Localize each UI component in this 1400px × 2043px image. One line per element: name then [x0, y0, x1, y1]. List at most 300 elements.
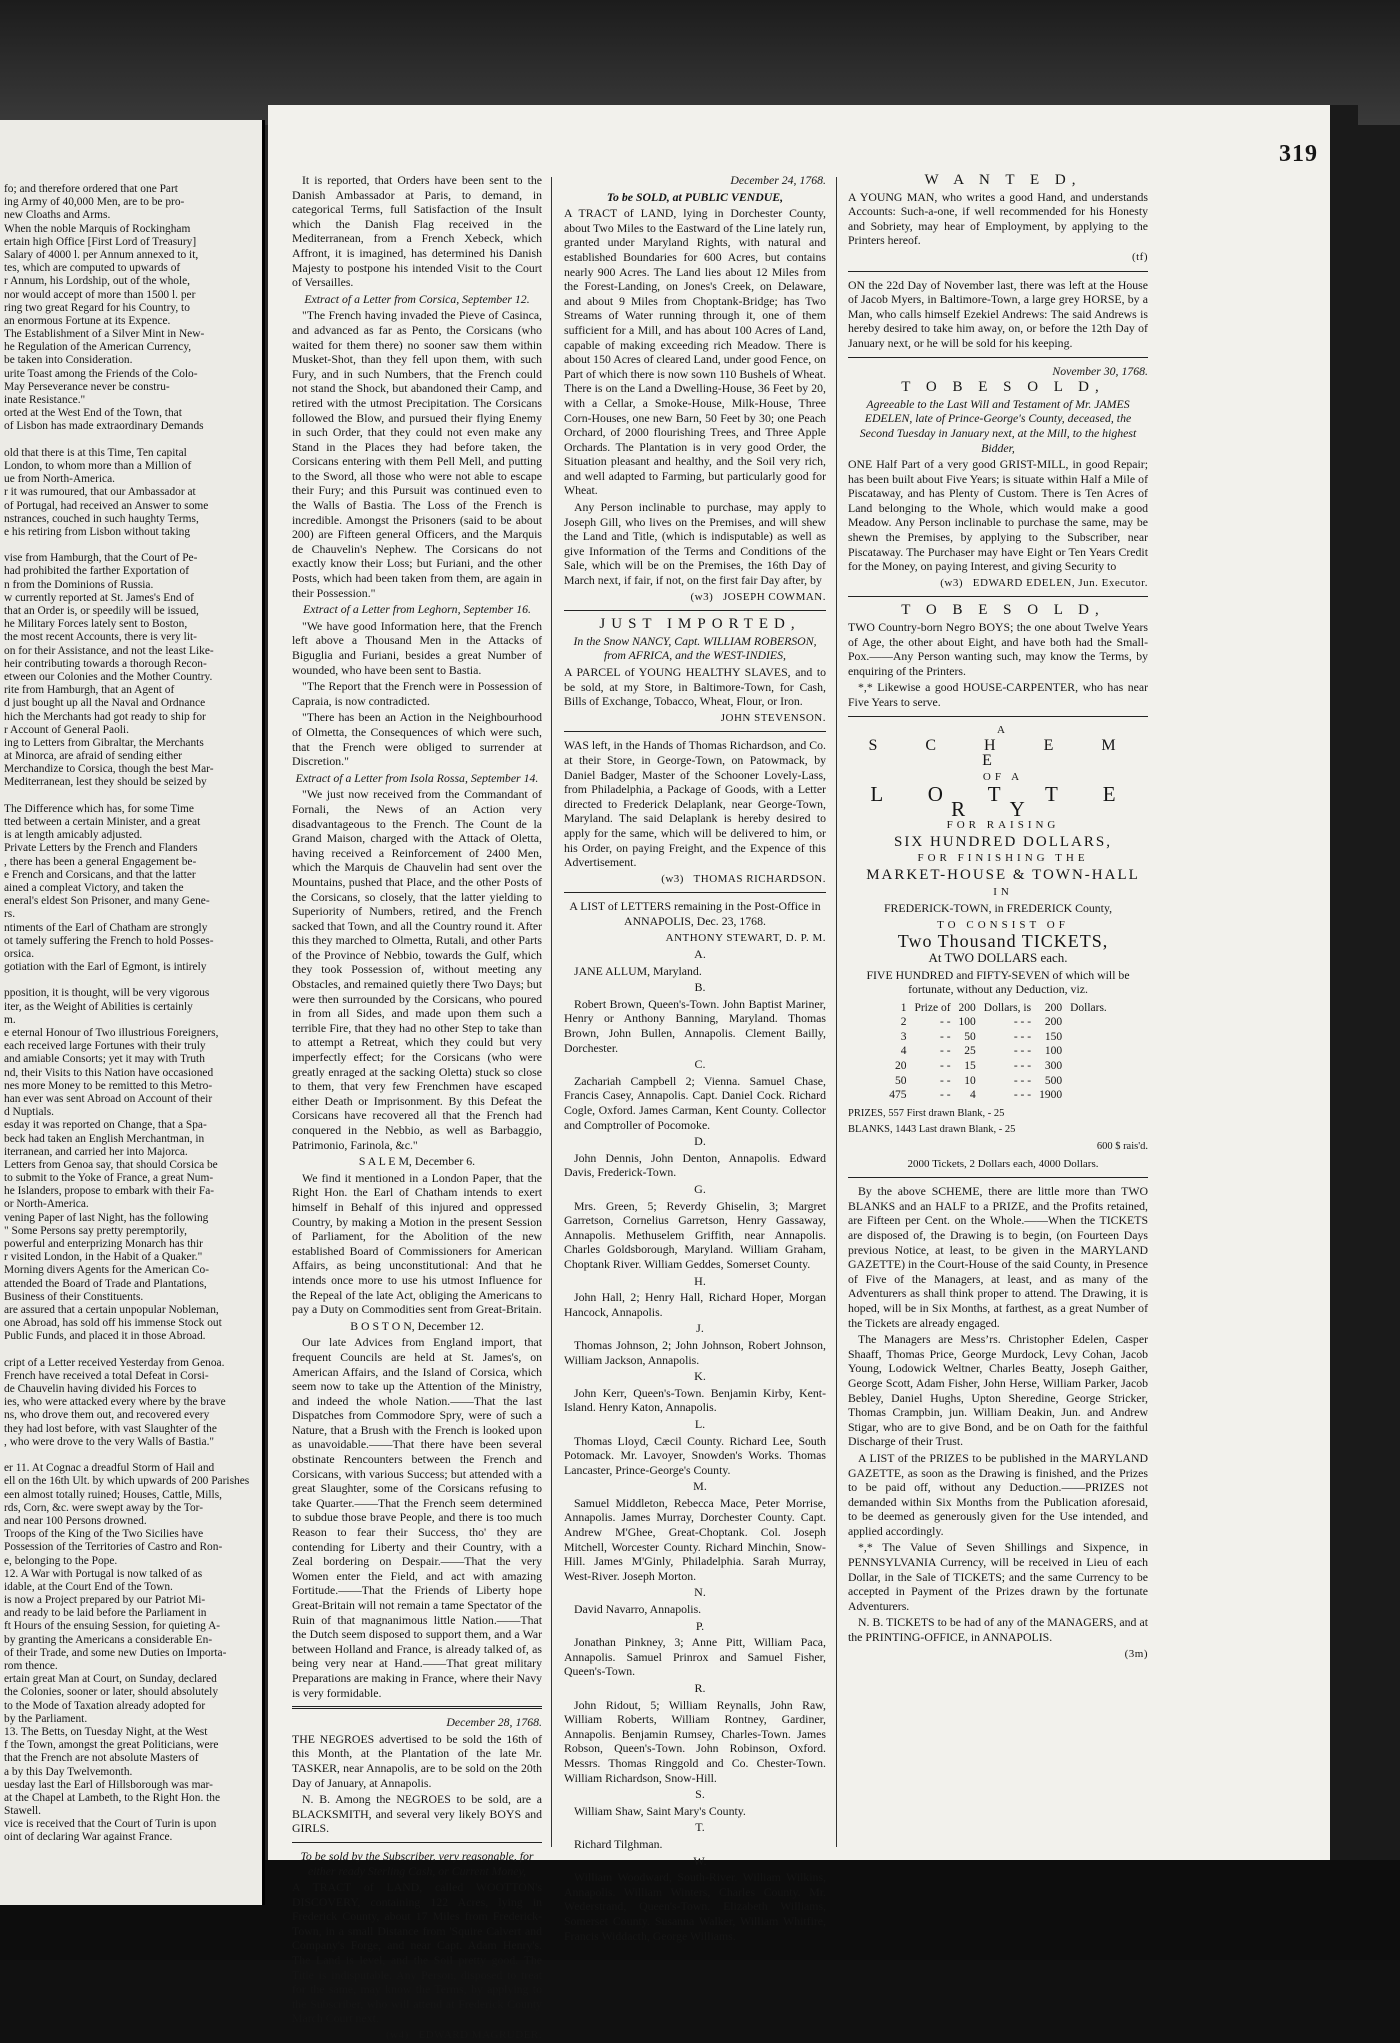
- ad-grey-horse: ON the 22d Day of November last, there was left at the House of Jacob Myers, in Baltimore-Town, a large grey HORSE, by a Man, who calls himself Ezekiel Andrews: The said Andrews is hereby desired to take him away, on, or before the 12th Day of January next, or he will be sold for his keeping.: [848, 277, 1148, 350]
- left-page-line: attended the Board of Trade and Plantations,: [4, 1277, 207, 1290]
- letters-group-names: John Kerr, Queen's-Town. Benjamin Kirby, Kent-Island. Henry Katon, Annapolis.: [564, 1385, 826, 1415]
- ad-code: (w3): [690, 590, 714, 603]
- letters-group-names: David Navarro, Annapolis.: [574, 1602, 702, 1617]
- extract-heading-isola-rossa: Extract of a Letter from Isola Rossa, September 14.: [295, 770, 539, 785]
- prize-row: [885, 1015, 1111, 1030]
- lottery-terms: By the above SCHEME, there are little more than TWO BLANKS and an HALF to a PRIZE, and the Profits retained, are Fifteen per Cent. on the Whole.——When the TICKETS are disposed of, the Drawing is to begin, (on Fourteen Days previous Notice, at least, to be given in the MARYLAND GAZETTE) in the Court-House of the said County, in Presence of Five of the Managers, at least, and as many of the Adventurers as shall think proper to attend. The Drawing, it is hoped, will be in Six Months, at farthest, as a great Number of the Tickets are already engaged.: [848, 1184, 1148, 1330]
- letters-group-letter: S.: [695, 1787, 705, 1802]
- prize-cell-unit: - - -: [1013, 1030, 1032, 1043]
- lottery-currency: *,* The Value of Seven Shillings and Sixpence, in PENNSYLVANIA Currency, will be received in Lieu of each Dollar, in the Sale of TICKETS; and the same Currency to be accepted in Payment of the Prizes drawn by the fortunate Adventurers.: [848, 1540, 1148, 1613]
- letters-group-names: Zachariah Campbell 2; Vienna. Samuel Chase, Francis Casey, Annapolis. Capt. Daniel Cock. Richard Cogle, Oxford. James Carman, Kent County. Collector and Comptroller of Pocomoke.: [564, 1073, 826, 1132]
- left-page-line: hich the Merchants had got ready to ship for: [4, 710, 206, 723]
- left-page-line: r Annum, his Lordship, out of the whole,: [4, 275, 191, 288]
- letters-group-names: Mrs. Green, 5; Reverdy Ghiselin, 3; Margret Garretson, Cornelius Garretson, Henry Gassaway, Annapolis. Methuselem Griffith, near Annapolis. Charles Goldsborough, Maryland. William Graham, Choptank River. William Geddes, Somerset County.: [564, 1198, 826, 1271]
- letters-group-names: Samuel Middleton, Rebecca Mace, Peter Morrise, Annapolis. James Murray, Dorchester County. Capt. Andrew M'Ghee, Great-Choptank. Col. Joseph Mitchell, Worcester County. Richard Minchin, Snow-Hill. James M'Ginly, Philadelphia. Sarah Murray, West-River. Joseph Morton.: [564, 1495, 826, 1583]
- ad-rule: [848, 357, 1148, 358]
- lottery-location: FREDERICK-TOWN, in FREDERICK County,: [883, 901, 1113, 916]
- prize-row: [885, 1074, 1111, 1089]
- ad-woottons-discovery: A TRACT of LAND, called WOOTTON's DISCOVERY, containing 122 Acres, lying in Frederick County, about 17 Miles from Frederick-Town, in a small Distance from 'Squire Calvert and Company's Forge, and near Capt. Adam Henry's. The Land is level, and the Soil pretty good. The Title is indisputable. Any Person, disposed to treat for the same, may know the Terms, by applying to the Subscriber, who will attend at Frederick County March Court next.: [292, 1880, 542, 2026]
- left-page-line: e eternal Honour of Two illustrious Foreigners,: [4, 1027, 219, 1039]
- left-page-line: and amiable Consorts; yet it may with Truth: [4, 1053, 205, 1066]
- left-page-line: rds, Corn, &c. were swept away by the Tor-: [4, 1501, 203, 1514]
- ad-slaves-parcel: A PARCEL of YOUNG HEALTHY SLAVES, and to be sold, at my Store, in Baltimore-Town, for Cash, Bills of Exchange, Tobacco, Wheat, Flour, or Iron.: [564, 665, 826, 709]
- left-page-line: vening Paper of last Night, has the following: [4, 1211, 209, 1224]
- ad-rule: [564, 731, 826, 732]
- left-page-line: urite Toast among the Friends of the Colo-: [4, 367, 198, 380]
- left-page-line: uesday last the Earl of Hillsborough was mar-: [4, 1778, 213, 1791]
- left-page-line: eneral's eldest Son Prisoner, and many Gene-: [4, 895, 210, 908]
- left-page-line: [4, 1343, 258, 1356]
- left-page-line: of Lisbon has made extraordinary Demands: [4, 420, 204, 433]
- ad-to-be-sold-heading: T O B E S O L D,: [901, 379, 1105, 396]
- left-page-line: new Cloaths and Arms.: [4, 209, 111, 222]
- left-page-line: ring two great Regard for his Country, to: [4, 301, 190, 314]
- section-rule: [292, 1706, 542, 1709]
- prize-cell-value: 100: [958, 1016, 976, 1029]
- ad-signature-edelen: [848, 576, 1148, 591]
- ad-signature-stevenson: JOHN STEVENSON.: [720, 711, 826, 724]
- ad-rule: [848, 716, 1148, 717]
- lottery-for-raising: FOR RAISING: [946, 819, 1060, 832]
- left-page-line: they had lost before, with vast Slaughter of the: [4, 1422, 217, 1435]
- prize-cell-tunit: [1066, 1015, 1111, 1030]
- prize-cell-total: 200: [1044, 1016, 1063, 1029]
- left-page-line: by granting the Americans a considerable En-: [4, 1633, 213, 1646]
- dateline-salem: S A L E M, December 6.: [358, 1154, 476, 1169]
- prize-cell-count: 2: [900, 1016, 907, 1029]
- left-page-line: een almost totally ruined; Houses, Cattle, Mills,: [4, 1488, 222, 1501]
- left-page-line: d Nuptials.: [4, 1106, 54, 1119]
- column-3: [848, 173, 1148, 1855]
- left-page-line: ft Hours of the ensuing Session, for quieting A-: [4, 1620, 221, 1633]
- prize-cell-label: - -: [939, 1060, 951, 1073]
- prize-cell-tunit: [1066, 1074, 1111, 1089]
- letters-group-names: William Woodward, South-River. William Wilkins, Annapolis. William Winters, Charles County. Mr. Wederstrand, Queen's-Town. Elizabeth Williams, Somerset County. Susanna Walker, William Whitfire, Francis Widdacth, George Williams.: [564, 1870, 826, 1943]
- left-page-line: d just bought up all the Naval and Ordnance: [4, 697, 206, 710]
- left-page-line: are assured that a certain unpopular Nobleman,: [4, 1303, 219, 1316]
- prize-cell-label: - -: [939, 1074, 951, 1087]
- prize-cell-count: 50: [894, 1074, 907, 1087]
- article-leghorn-3: "There has been an Action in the Neighbourhood of Olmetta, the Consequences of which were such, that the French were obliged to surrender at Discretion.": [292, 710, 542, 769]
- letters-group-letter: K.: [694, 1369, 706, 1384]
- ad-dorchester-terms: Any Person inclinable to purchase, may apply to Joseph Gill, who lives on the Premises, and will shew the Land and Title, (which is indisputable) as well as give Information of the Terms and Conditions of the Sale, which will be on the Premises, the 16th Day of March next, if fair, if not, on the first fair Day after, by: [564, 500, 826, 588]
- page-number: 319: [1279, 141, 1318, 167]
- letters-group-names: William Shaw, Saint Mary's County.: [574, 1803, 746, 1818]
- column-1: [292, 173, 542, 2042]
- left-page-line: rs.: [4, 908, 16, 921]
- left-page-line: a by this Day Twelvemonth.: [4, 1765, 133, 1778]
- left-page-line: r it was rumoured, that our Ambassador at: [4, 486, 196, 499]
- main-newspaper-page: [268, 105, 1358, 2042]
- lottery-scheme-title: S C H E M E: [868, 737, 1138, 769]
- left-newspaper-page: [0, 120, 265, 1905]
- left-page-line: to submit to the Yoke of France, a great Num-: [4, 1172, 214, 1185]
- left-page-line: [4, 538, 258, 551]
- ad-date-dec-28: December 28, 1768.: [446, 1715, 542, 1730]
- left-page-line: r visited London, in the Habit of a Quaker.": [4, 1251, 203, 1264]
- left-page-line: London, to whom more than a Million of: [4, 459, 192, 472]
- letters-group-letter: G.: [694, 1182, 706, 1196]
- prize-cell-unit: Dollars, is: [983, 1001, 1032, 1014]
- lottery-purpose: MARKET-HOUSE & TOWN-HALL: [866, 866, 1140, 883]
- left-page-line: cript of a Letter received Yesterday from Genoa.: [4, 1356, 225, 1369]
- left-page-line: orsica.: [4, 947, 35, 960]
- left-page-line: w currently reported at St. James's End of: [4, 591, 194, 604]
- left-page-line: of their Trade, and some new Duties on Importa-: [4, 1646, 227, 1659]
- prize-cell-value: 15: [964, 1060, 976, 1073]
- left-page-line: [4, 433, 258, 446]
- extract-heading-corsica: Extract of a Letter from Corsica, September 12.: [304, 291, 530, 306]
- prize-cell-count: 1: [900, 1001, 907, 1014]
- letters-group-names: Thomas Lloyd, Cæcil County. Richard Lee, South Potomack. Mr. Lavoyer, Snowden's Works. Thomas Lancaster, Prince-George's County.: [564, 1433, 826, 1477]
- letters-group-letter: R.: [694, 1681, 706, 1695]
- letters-group-names: Thomas Johnson, 2; John Johnson, Robert Johnson, William Jackson, Annapolis.: [564, 1337, 826, 1367]
- article-leghorn-2: "The Report that the French were in Possession of Capraia, is now contradicted.: [292, 679, 542, 708]
- prize-cell-unit: - - -: [1013, 1089, 1032, 1102]
- left-page-line: fo; and therefore ordered that one Part: [4, 183, 178, 195]
- ad-signer: EDWARD MAGRUDER.: [418, 2029, 542, 2042]
- left-page-line: nor would accept of more than 1500 l. per: [4, 288, 196, 301]
- left-page-line: han ever was sent Abroad on Account of their: [4, 1092, 213, 1105]
- prize-cell-count: 4: [900, 1045, 907, 1058]
- prize-row: [885, 1001, 1111, 1016]
- left-page-line: vice is received that the Court of Turin is upon: [4, 1818, 217, 1831]
- prize-cell-unit: - - -: [1013, 1045, 1032, 1058]
- prize-row: [885, 1030, 1111, 1045]
- left-page-line: e, belonging to the Pope.: [4, 1554, 118, 1567]
- left-page-line: is at length amicably adjusted.: [4, 829, 143, 842]
- left-page-line: iterranean, and carried her into Majorca.: [4, 1145, 188, 1158]
- article-isola-rossa: "We just now received from the Commandant of Fornali, the News of an Action very disadvantageous to the French. The Count de la Grand Maison, charged with the Attack of Oletta, having received a Reinforcement of 2400 Men, which the Marquis de Chauvelin had sent over the Mountains, pushed that Place, and the other Posts of the Corsicans, so closely, that the latter yielding to Superiority of Numbers, retired, and the French sacked that Town, and all the Country round it. After this they marched to Olmetta, Rutali, and other Parts of the Province of Nebbio, towards the Gulf, which they took Possession of, without meeting any Obstacles, and remained quietly there Two Days; but were then surrounded by the Corsicans, who poured in from all Sides, and made upon them such a terrible Fire, that they had no other Step to take than to attempt a Retreat, which they could but very imperfectly effect; for the Corsicans (who were greatly enraged at the sacking Oletta) stuck so close to them, that very few Frenchmen have escaped either Death or Imprisonment. By this Defeat the Corsicans have recovered all that the French had conquered in the Nebbio, as well as Barbaggio, Patrimonio, Farinola, &c.": [292, 787, 542, 1152]
- letters-group-names: Jonathan Pinkney, 3; Anne Pitt, William Paca, Annapolis. Samuel Prinrox and Samuel Fisher, Queen's-Town.: [564, 1635, 826, 1679]
- left-page-line: e his retiring from Lisbon without taking: [4, 525, 191, 538]
- prize-cell-total: 150: [1044, 1030, 1063, 1043]
- left-page-line: r Account of General Paoli.: [4, 723, 129, 736]
- left-page-line: ell on the 16th Ult. by which upwards of 200 Parishes: [4, 1475, 250, 1488]
- prize-cell-tunit: [1066, 1044, 1111, 1059]
- left-page-line: When the noble Marquis of Rockingham: [4, 222, 191, 235]
- letters-list-postmaster: ANTHONY STEWART, D. P. M.: [665, 931, 826, 944]
- left-page-line: The Difference which has, for some Time: [4, 802, 194, 815]
- letters-group-letter: A.: [694, 947, 706, 962]
- letters-group-letter: P.: [695, 1618, 705, 1633]
- column-rule: [836, 177, 837, 1847]
- left-page-line: and near 100 Persons drowned.: [4, 1514, 147, 1527]
- left-page-line: [4, 789, 258, 802]
- left-page-line: is now a Project prepared by our Patriot Mi-: [4, 1594, 206, 1607]
- left-page-line: 13. The Betts, on Tuesday Night, at the West: [4, 1725, 208, 1738]
- lottery-amount: SIX HUNDRED DOLLARS,: [894, 833, 1112, 850]
- prize-cell-total: 300: [1044, 1060, 1063, 1073]
- left-page-line: rite from Hamburgh, that an Agent of: [4, 684, 175, 697]
- left-page-line: Possession of the Territories of Castro and Ron-: [4, 1541, 223, 1554]
- left-page-line: nes more Money to be remitted to this Metro-: [4, 1079, 213, 1092]
- left-page-line: gotiation with the Earl of Egmont, is intirely: [4, 961, 207, 974]
- left-page-line: The Establishment of a Silver Mint in New-: [4, 328, 205, 341]
- left-page-line: nd, their Visits to this Nation have occasioned: [4, 1066, 214, 1079]
- ad-code: (w4): [385, 2029, 409, 2042]
- left-page-line: rom thence.: [4, 1660, 58, 1672]
- left-page-line: tted between a certain Minister, and a great: [4, 816, 201, 828]
- left-page-line: Mediterranean, lest they should be seized by: [4, 776, 207, 789]
- prize-cell-value: 50: [964, 1030, 976, 1043]
- lottery-blanks-line: BLANKS, 1443 Last drawn Blank, - 25: [848, 1124, 1016, 1136]
- ad-rule: [564, 610, 826, 611]
- letters-group-names: John Hall, 2; Henry Hall, Richard Hoper, Morgan Hancock, Annapolis.: [564, 1290, 826, 1319]
- ad-to-be-sold-heading-2: T O B E S O L D,: [901, 602, 1105, 619]
- lottery-price: At TWO DOLLARS each.: [928, 949, 1068, 965]
- ad-signer: EDWARD EDELEN, Jun. Executor.: [972, 576, 1148, 589]
- ad-snow-nancy: In the Snow NANCY, Capt. WILLIAM ROBERSON, from AFRICA, and the WEST-INDIES,: [573, 633, 817, 663]
- ad-land-heading: To be sold by the Subscriber, very reasonable, for either ready Sterling Cash, or Current Money,: [300, 1848, 534, 1878]
- letters-group-letter: M.: [693, 1479, 707, 1494]
- ad-date-dec-24: December 24, 1768.: [730, 173, 826, 187]
- lottery-prize-list: A LIST of the PRIZES to be published in the MARYLAND GAZETTE, as soon as the Drawing is finished, and the Prizes to be paid off, without any Deduction.——PRIZES not demanded within Six Months from the Publication aforesaid, to be deemed as generously given for the Use intended, and applied accordingly.: [848, 1450, 1148, 1538]
- letters-group-letter: J.: [696, 1321, 704, 1336]
- extract-heading-leghorn: Extract of a Letter from Leghorn, September 16.: [303, 602, 531, 617]
- left-page-line: Public Funds, and placed it in those Abroad.: [4, 1330, 206, 1343]
- left-page-line: French have received a total Defeat in Corsi-: [4, 1369, 209, 1382]
- ad-just-imported-heading: JUST IMPORTED,: [599, 616, 801, 633]
- prize-cell-value: 4: [970, 1089, 976, 1102]
- prize-cell-label: - -: [939, 1016, 951, 1029]
- left-page-line: by the Parliament.: [4, 1712, 88, 1725]
- left-page-line: powerful and enterprizing Monarch has thir: [4, 1238, 203, 1250]
- left-page-line: ns, who drove them out, and recovered every: [4, 1409, 210, 1422]
- ad-signer: THOMAS RICHARDSON.: [693, 872, 826, 885]
- lottery-a: A: [997, 723, 1009, 736]
- lottery-of-a: OF A: [982, 771, 1024, 784]
- left-page-line: de Chauvelin having divided his Forces to: [4, 1383, 197, 1396]
- left-page-line: be taken into Consideration.: [4, 354, 133, 367]
- ad-house-carpenter: *,* Likewise a good HOUSE-CARPENTER, who has near Five Years to serve.: [848, 680, 1148, 709]
- column-2: [564, 173, 826, 1943]
- left-page-line: May Perseverance never be constru-: [4, 380, 170, 393]
- left-page-line: Business of their Constituents.: [4, 1290, 144, 1303]
- prize-table: [885, 1001, 1111, 1103]
- left-page-line: and ready to be laid before the Parliament in: [4, 1607, 207, 1620]
- ad-negro-boys: TWO Country-born Negro BOYS; the one about Twelve Years of Age, the other about Eight, and have both had the Small-Pox.——Any Person wanting such, may know the Terms, by enquiring of the Printers.: [848, 620, 1148, 678]
- ad-dorchester-land: A TRACT of LAND, lying in Dorchester County, about Two Miles to the Eastward of the Line lately run, granted under Maryland Rights, with natural and established Boundaries for 600 Acres, but contains nearly 900 Acres. The Land lies about 12 Miles from the Forest-Landing, on Jones's Creek, on Delaware, and about 9 Miles from Choptank-Bridge; has Two Streams of Water running through it, one of them sufficient for a Mill, and has about 100 Acres of Land, capable of making exceeding rich Meadow. There is about 150 Acres of cleared Land, under good Fence, on Part of which there is now sown 110 Bushels of Wheat. There is on the Land a Dwelling-House, 36 Feet by 20, with a Cellar, a Smoke-House, Milk-House, Three Corn-Houses, one new Barn, 50 Feet by 30; one Peach Orchard, of 2000 flourishing Trees, and Three Apple Orchards. The Plantation is in very good Order, the Situation pleasant and healthy, and the Soil very rich, and well adapted to Farming, but particularly good for Wheat.: [564, 206, 826, 498]
- left-page-line: er 11. At Cognac a dreadful Storm of Hail and: [4, 1462, 215, 1475]
- letters-list: [564, 947, 826, 1943]
- left-page-line: m.: [4, 1013, 16, 1026]
- left-page-line: he Islanders, propose to embark with their Fa-: [4, 1185, 215, 1198]
- left-page-line: each received large Fortunes with their truly: [4, 1040, 206, 1053]
- lottery-raised: 600 $ rais'd.: [1096, 1141, 1148, 1153]
- left-page-line: Private Letters by the French and Flanders: [4, 842, 198, 855]
- ad-rule: [564, 892, 826, 893]
- prize-cell-count: 475: [889, 1089, 907, 1102]
- left-page-line: beck had taken an English Merchantman, in: [4, 1132, 205, 1145]
- lottery-prizes-line: PRIZES, 557 First drawn Blank, - 25: [848, 1107, 1005, 1119]
- left-page-line: ertain great Man at Court, on Sunday, declared: [4, 1673, 217, 1686]
- left-page-line: ue from North-America.: [4, 473, 116, 486]
- prize-cell-unit: - - -: [1013, 1016, 1032, 1029]
- article-salem: We find it mentioned in a London Paper, that the Right Hon. the Earl of Chatham intends to exert himself in Behalf of this injured and oppressed Country, by making a Motion in the present Session of Parliament, for the Abolition of the new established Board of Commissioners for American Affairs, as being unconstitutional: And that he intends once more to use his utmost Influence for the Repeal of the late Act, obliging the Americans to pay a Duty on Commodities sent from Great-Britain.: [292, 1170, 542, 1317]
- ad-code-tf: (tf): [1131, 250, 1148, 263]
- left-page-line: [4, 1448, 258, 1461]
- left-page-line: the most recent Accounts, there is very lit-: [4, 631, 197, 644]
- left-page-line: 12. A War with Portugal is now talked of as: [4, 1567, 203, 1580]
- ad-rule: [848, 271, 1148, 272]
- left-page-line: old that there is at this Time, Ten capital: [4, 446, 187, 459]
- left-page-line: at Minorca, are afraid of sending either: [4, 750, 183, 763]
- prize-cell-unit: - - -: [1013, 1060, 1032, 1073]
- left-page-line: the Colonies, sooner or later, should absolutely: [4, 1686, 219, 1699]
- left-page-line: vise from Hamburgh, that the Court of Pe-: [4, 552, 198, 565]
- letters-group-names: Robert Brown, Queen's-Town. John Baptist Mariner, Henry or Anthony Banning, Maryland. Thomas Brown, John Bullen, Annapolis. Clement Bailly, Dorchester.: [564, 996, 826, 1055]
- ad-grist-mill: ONE Half Part of a very good GRIST-MILL, in good Repair; has been built about Five Years; is situate within Half a Mile of Piscataway, and has Plenty of Custom. There is Ten Acres of Land belonging to the Whole, which would make a good Meadow. Any Person inclinable to purchase the same, may be shewn the Premises, by applying to the Subscriber, near Piscataway. The Purchaser may have Eight or Ten Years Credit for the Money, on paying Interest, and giving Security to: [848, 457, 1148, 574]
- prize-cell-tunit: [1066, 1088, 1111, 1103]
- letters-group-letter: B.: [694, 980, 706, 995]
- left-page-line: f the Town, amongst the great Politicians, were: [4, 1739, 219, 1752]
- ad-vendue-heading: To be SOLD, at PUBLIC VENDUE,: [606, 189, 784, 204]
- lottery-title: L O T T E R Y: [870, 781, 1136, 821]
- article-danish-ambassador: It is reported, that Orders have been sent to the Danish Ambassador at Paris, to demand, in categorical Terms, full Satisfaction of the Insult which the Danish Flag received in the Mediterranean, from a French Xebeck, which Affront, it is imagined, has determined his Danish Majesty to postpone his intended Visit to the Court of Versailles.: [292, 173, 542, 290]
- prize-cell-unit: - - -: [1013, 1074, 1032, 1087]
- article-corsica: "The French having invaded the Pieve of Casinca, and advanced as far as Pento, the Corsicans (who waited for them there) no sooner saw them within Musket-Shot, than they fell upon them, with such Fury, and in such Numbers, that the French could not stand the Shock, but abandoned their Camp, and retired with the utmost Precipitation. The Corsicans followed the Blow, and pursued their flying Enemy in such Order, that they could not even make any Stand in the Places they had before taken, the Corsicans entering with them Pell Mell, and putting to the Sword, all those who were not able to escape their Fury; and this Pursuit was continued even to the Walls of Bastia. The Loss of the French is incredible. Amongst the Prisoners (said to be about 200) are Fifteen general Officers, and the Marquis de Chauvelin's Nephew. The Corsicans do not exactly know their Loss; but Furiani, and the other Posts, which had been taken from them, are again in their Possession.": [292, 308, 542, 600]
- ad-negroes-nb: N. B. Among the NEGROES to be sold, are a BLACKSMITH, and several very likely BOYS and GIRLS.: [292, 1792, 542, 1836]
- left-page-line: nstrances, couched in such haughty Terms,: [4, 512, 199, 525]
- prize-cell-total: 500: [1044, 1074, 1063, 1087]
- letters-group-names: John Ridout, 5; William Reynalls, John Raw, William Roberts, William Rontney, Gardiner, Annapolis. Benjamin Rumsey, Charles-Town. James Robson, Queen's-Town. John Robinson, Oxford. Messrs. Thomas Ringgold and Co. Chester-Town. William Richardson, Snow-Hill.: [564, 1697, 826, 1785]
- ad-wanted-heading: W A N T E D,: [924, 172, 1082, 188]
- ad-signature-richardson: [564, 872, 826, 887]
- left-page-line: on for their Assistance, and not the least Like-: [4, 644, 214, 657]
- left-page-line: ot tamely suffering the French to hold Posses-: [4, 934, 214, 947]
- letters-group-letter: L.: [694, 1416, 706, 1431]
- ad-rule: [848, 1177, 1148, 1178]
- ad-code: (w3): [661, 872, 684, 885]
- letters-group-names: Richard Tilghman.: [574, 1836, 663, 1851]
- prize-row: [885, 1044, 1111, 1059]
- lottery-nb: N. B. TICKETS to be had of any of the MANAGERS, and at the PRINTING-OFFICE, in ANNAPOLIS.: [848, 1615, 1148, 1645]
- ad-date-nov-30: November 30, 1768.: [1052, 363, 1148, 378]
- left-page-line: ing Army of 40,000 Men, are to be pro-: [4, 196, 185, 209]
- letters-group-names: JANE ALLUM, Maryland.: [574, 963, 702, 978]
- left-page-line: , there has been a general Engagement be-: [4, 855, 197, 868]
- left-page-line: Troops of the King of the Two Sicilies have: [4, 1528, 204, 1541]
- left-page-line: tes, which are computed to upwards of: [4, 262, 181, 275]
- column-rule: [551, 177, 552, 1847]
- left-page-line: , who were drove to the very Walls of Bastia.": [4, 1435, 215, 1448]
- lottery-managers: The Managers are Mess’rs. Christopher Edelen, Casper Shaaff, Thomas Price, George Murdock, Levy Cohan, Jacob Young, Lodowick Weltner, Charles Beatty, Joseph Gaither, George Scott, Adam Fisher, John Herse, William Parker, Jacob Bebley, Daniel Hughs, Upton Sheredine, George Stricker, Thomas Crampbin, jun. William Deakin, Jun. and Andrew Stigar, who are to give Bond, and be on Oath for the faithful Discharge of their Trust.: [848, 1332, 1148, 1449]
- left-page-line: Letters from Genoa say, that should Corsica be: [4, 1158, 218, 1171]
- left-page-line: to the Mode of Taxation already adopted for: [4, 1699, 206, 1712]
- prize-cell-value: 25: [964, 1045, 976, 1058]
- left-page-line: ntiments of the Earl of Chatham are strongly: [4, 921, 208, 934]
- left-page-column: [4, 182, 258, 1844]
- ad-young-man: A YOUNG MAN, who writes a good Hand, and understands Accounts: Such-a-one, if well recommended for his Honesty and Sobriety, may hear of Employment, by applying to the Printers hereof.: [848, 189, 1148, 248]
- article-leghorn-1: "We have good Information here, that the French left above a Thousand Men in the Attacks of Biguglia and Furiani, besides a great Number of wounded, who have been sent to Bastia.: [292, 618, 542, 677]
- left-page-line: had prohibited the farther Exportation of: [4, 565, 190, 578]
- left-page-line: inate Resistance.": [4, 394, 86, 406]
- lottery-for-finishing: FOR FINISHING THE: [917, 852, 1089, 865]
- lottery-totals: 2000 Tickets, 2 Dollars each, 4000 Dollars.: [907, 1157, 1099, 1170]
- ad-code: (w3): [940, 576, 964, 589]
- letters-group-letter: H.: [694, 1273, 706, 1288]
- lottery-in: IN: [993, 885, 1013, 898]
- left-page-line: Merchandize to Corsica, though the best Mar-: [4, 763, 214, 776]
- prize-cell-total: 200: [1044, 1001, 1063, 1014]
- letters-group-names: John Dennis, John Denton, Annapolis. Edward Davis, Frederick-Town.: [564, 1150, 826, 1180]
- prize-cell-value: 10: [964, 1074, 976, 1087]
- letters-group-letter: C.: [694, 1057, 706, 1072]
- left-page-line: Morning divers Agents for the American Co-: [4, 1264, 209, 1277]
- left-page-line: Salary of 4000 l. per Annum annexed to it,: [4, 248, 199, 261]
- ad-rule: [292, 1842, 542, 1843]
- left-page-line: ertain high Office [First Lord of Treasury]: [4, 235, 197, 248]
- left-page-line: that the French are not absolute Masters of: [4, 1752, 199, 1765]
- left-page-line: " Some Persons say pretty peremptorily,: [4, 1224, 187, 1237]
- dateline-boston: B O S T O N, December 12.: [350, 1318, 484, 1333]
- prize-cell-tunit: [1066, 1059, 1111, 1074]
- left-page-line: Stawell.: [4, 1805, 42, 1818]
- left-page-line: orted at the West End of the Town, that: [4, 407, 182, 420]
- left-page-line: one Abroad, has sold off his immense Stock out: [4, 1317, 222, 1330]
- letters-group-letter: W.: [693, 1853, 707, 1868]
- left-page-line: of Portugal, had received an Answer to some: [4, 499, 209, 512]
- left-page-line: oint of declaring War against France.: [4, 1831, 173, 1844]
- left-page-line: heir contributing towards a thorough Recon-: [4, 657, 207, 670]
- letters-group-letter: T.: [695, 1820, 705, 1835]
- left-page-line: iter, as the Weight of Abilities is certainly: [4, 1000, 193, 1013]
- lottery-fortunate: FIVE HUNDRED and FIFTY-SEVEN of which will be fortunate, without any Deduction, viz.: [866, 967, 1130, 997]
- left-page-line: ies, who were attacked every where by the brave: [4, 1396, 226, 1409]
- ad-code-3m: (3m): [1124, 1647, 1148, 1660]
- left-page-line: he Regulation of the American Currency,: [4, 341, 192, 354]
- prize-cell-label: Prize of: [914, 1001, 951, 1014]
- article-boston: Our late Advices from England import, that frequent Councils are held at St. James's, on American Affairs, and the Island of Corsica, which seem now to take up the Attention of the Ministry, and indeed the whole Nation.——That the last Dispatches from Commodore Spry, were of such a Nature, that a Brush with the French is looked upon as unavoidable.——That there have been several obstinate Rencounters between the French and Corsicans, with various Success; but attended with a great Slaughter, some of the Corsicans refusing to take Quarter.——That the French seem determined to subdue those brave People, and there is too much Reason to fear their Success, tho' they are contending for Liberty and their Country, with a Zeal bordering on Despair.——That the very Women enter the Field, and act with amazing Fortitude.——That the Friends of Liberty hope Great-Britain will not remain a tame Spectator of the Ruin of that magnanimous little Nation.——That the Dutch seem disposed to support them, and a War between Holland and France, is already talked of, as being very near at Hand.——That great military Preparations are making in France, where their Navy is very formidable.: [292, 1335, 542, 1700]
- lottery-tickets: Two Thousand TICKETS,: [897, 931, 1109, 952]
- ad-signature-cowman: [564, 590, 826, 605]
- left-page-line: ained a compleat Victory, and taken the: [4, 881, 184, 894]
- left-page-line: esday it was reported on Change, that a Spa-: [4, 1119, 207, 1132]
- left-page-line: idable, at the Court End of the Town.: [4, 1580, 173, 1593]
- left-page-line: n from the Dominions of Russia.: [4, 578, 154, 591]
- letters-group-letter: N.: [694, 1585, 706, 1600]
- left-page-line: that an Order is, or speedily will be issued,: [4, 605, 199, 617]
- left-page-line: e French and Corsicans, and that the latter: [4, 868, 196, 881]
- ad-package-left: WAS left, in the Hands of Thomas Richardson, and Co. at their Store, in George-Town, on Patowmack, by Daniel Badger, Master of the Schooner Lovely-Lass, from Philadelphia, a Package of Goods, with a Letter directed to Frederick Delaplank, near George-Town, Maryland. The said Delaplank is hereby desired to apply for the same, which will be delivered to him, or his Order, on paying Freight, and the Expence of this Advertisement.: [564, 738, 826, 870]
- left-page-line: an enormous Fortune at its Expence.: [4, 314, 171, 327]
- ad-signer: JOSEPH COWMAN.: [723, 590, 826, 603]
- prize-cell-label: - -: [939, 1089, 951, 1102]
- prize-cell-value: 200: [958, 1001, 976, 1014]
- left-page-line: pposition, it is thought, will be very vigorous: [4, 987, 210, 1000]
- prize-cell-total: 100: [1044, 1045, 1063, 1058]
- prize-row: [885, 1088, 1111, 1103]
- prize-cell-label: - -: [939, 1045, 951, 1058]
- prize-row: [885, 1059, 1111, 1074]
- letters-group-letter: D.: [694, 1134, 706, 1149]
- left-page-line: [4, 973, 258, 986]
- ad-rule: [848, 596, 1148, 597]
- prize-cell-count: 20: [894, 1060, 907, 1073]
- prize-cell-count: 3: [900, 1030, 907, 1043]
- left-page-line: he Military Forces lately sent to Boston,: [4, 618, 188, 631]
- ad-negroes-sale: THE NEGROES advertised to be sold the 16th of this Month, at the Plantation of the late Mr. TASKER, near Annapolis, are to be sold on the 20th Day of January, at Annapolis.: [292, 1731, 542, 1790]
- left-page-line: or North-America.: [4, 1198, 89, 1211]
- prize-cell-label: - -: [939, 1030, 951, 1043]
- ad-signature-magruder: [292, 2028, 542, 2043]
- prize-cell-tunit: [1066, 1030, 1111, 1045]
- ad-edelen-will: Agreeable to the Last Will and Testament of Mr. JAMES EDELEN, late of Prince-George's County, deceased, the Second Tuesday in January next, at the Mill, to the highest Bidder,: [859, 396, 1137, 455]
- lottery-to-consist: TO CONSIST OF: [937, 918, 1069, 931]
- prize-cell-tunit: Dollars.: [1070, 1001, 1107, 1014]
- left-page-line: at the Chapel at Lambeth, to the Right Hon. the: [4, 1791, 221, 1804]
